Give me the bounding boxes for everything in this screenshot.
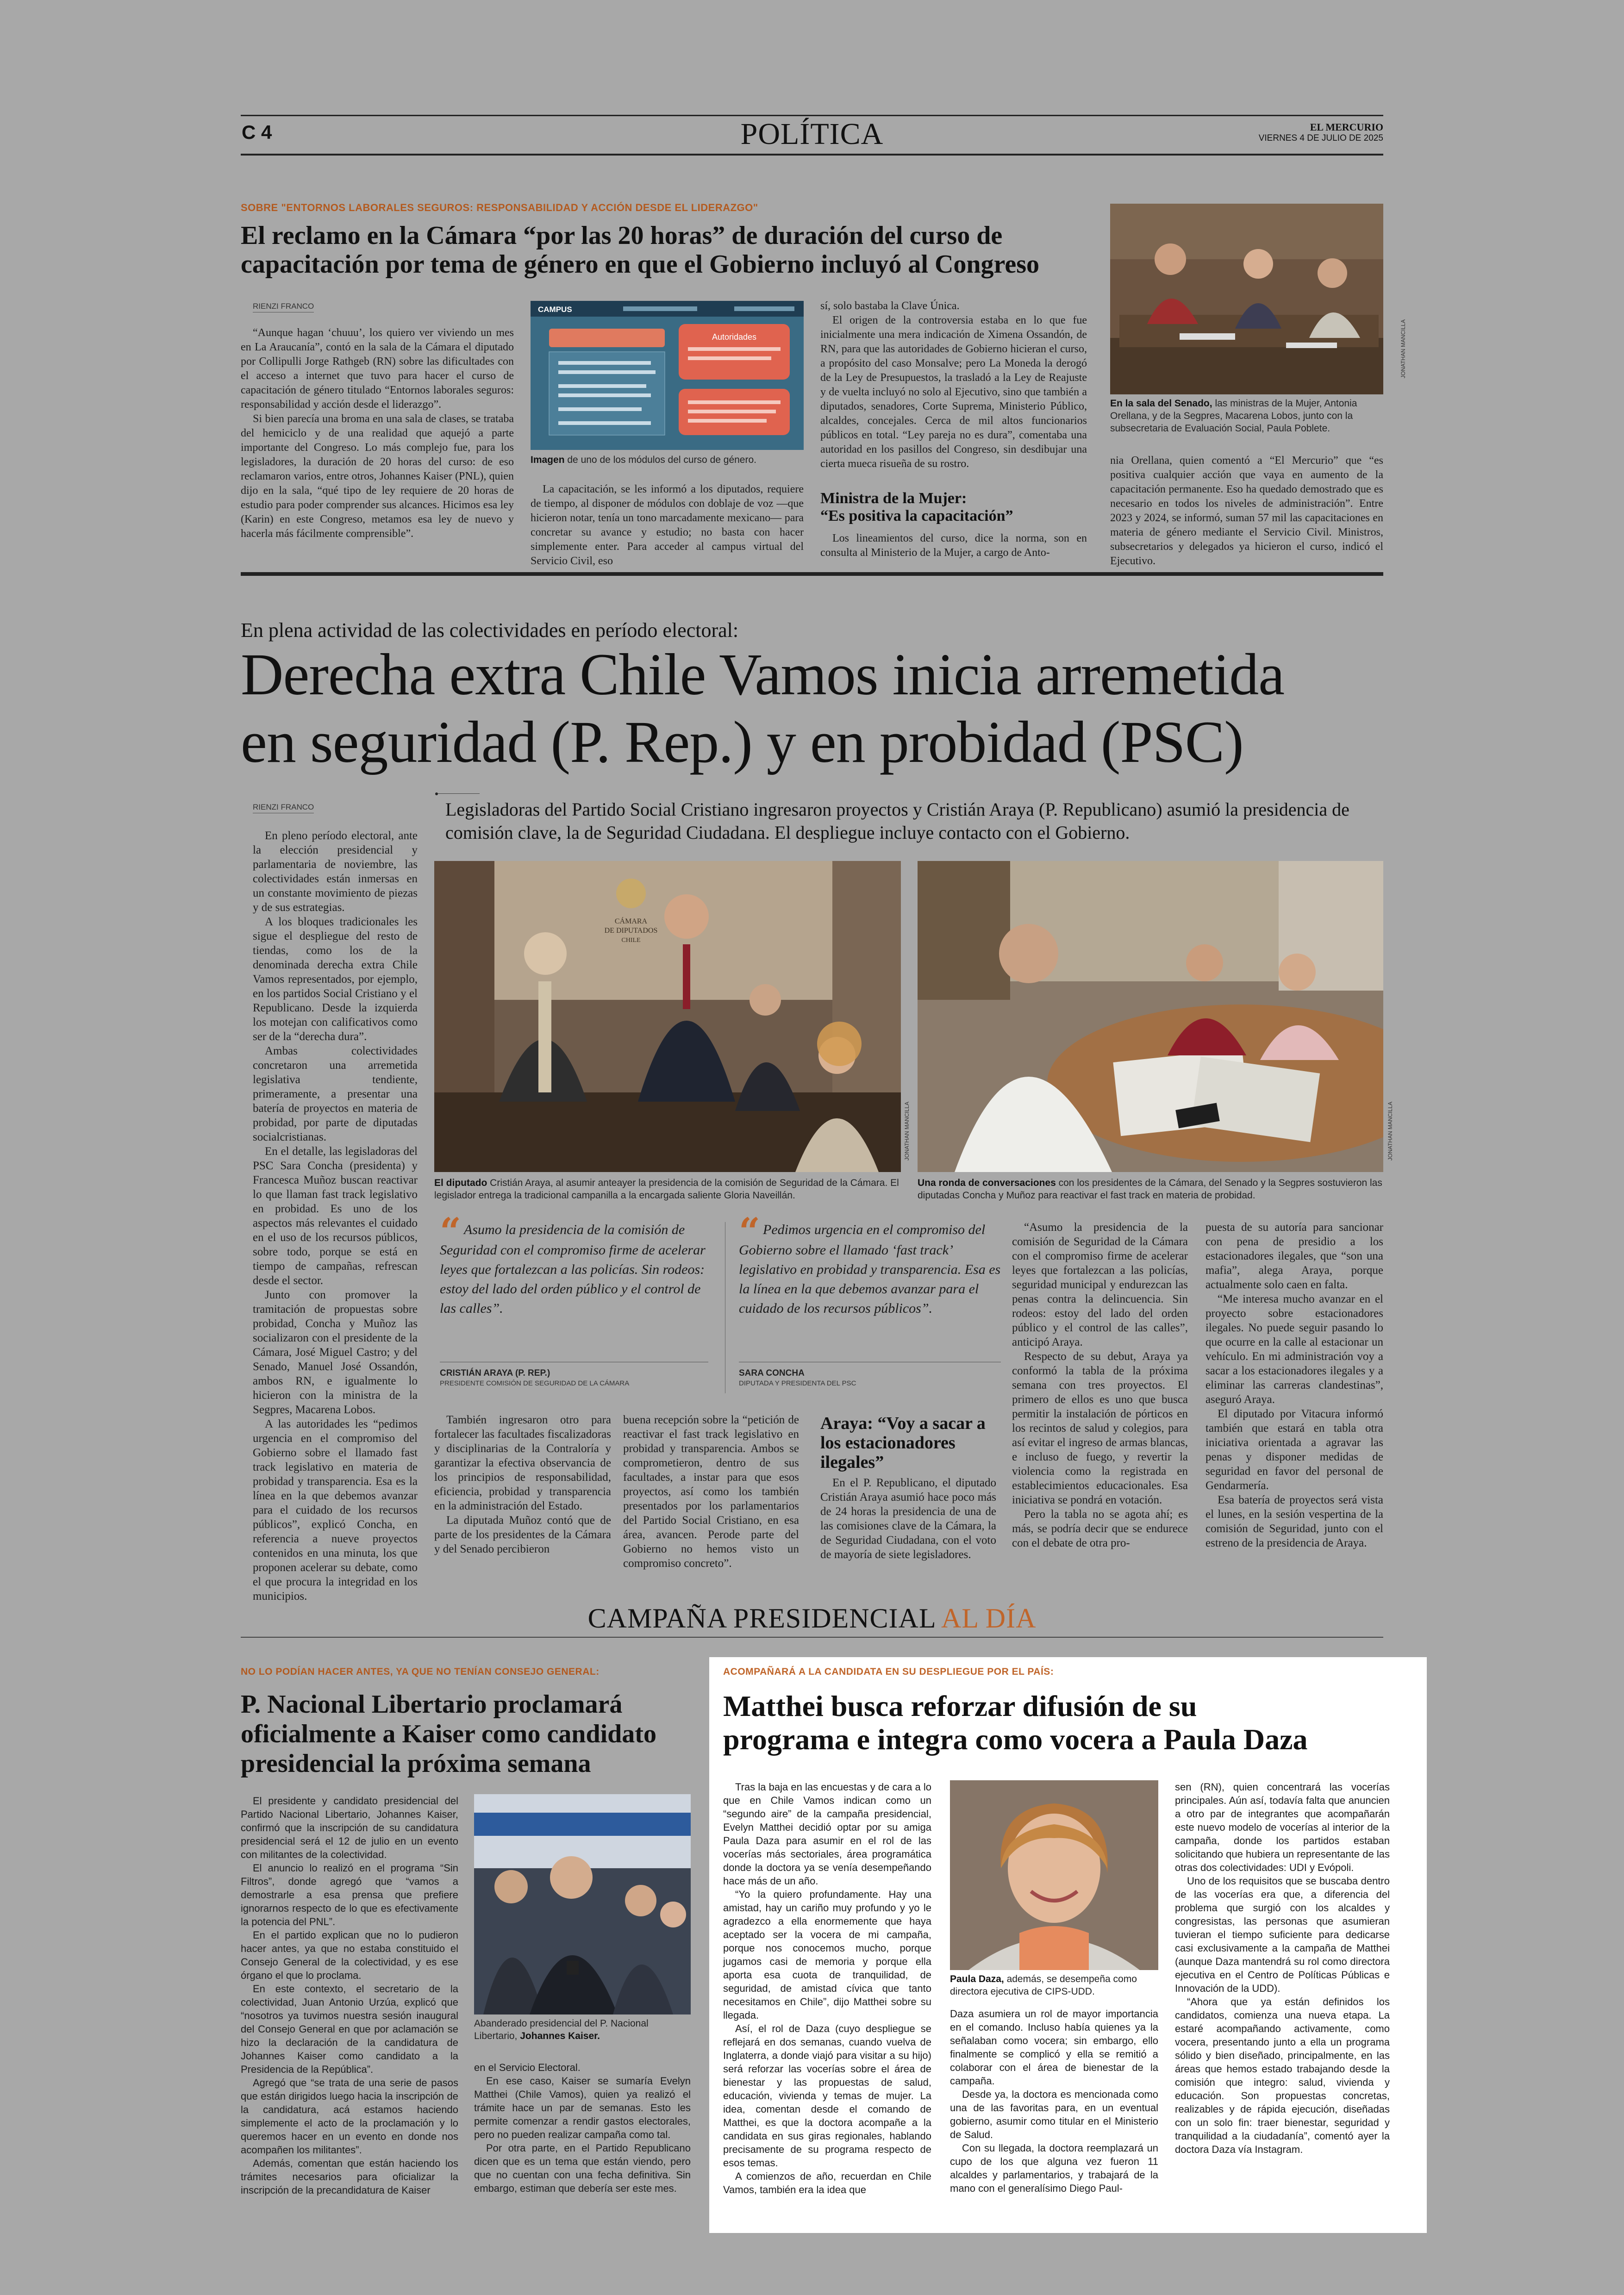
story3-col1-p2: El anuncio lo realizó en el programa “Sin Filtros”, donde agregó que “vamos a demostrarle a esa prensa que prefiere ignorarnos respecto de lo que es efectivamente la potencia del PNL”. [241,1862,458,1927]
story4-kicker: ACOMPAÑARÁ A LA CANDIDATA EN SU DESPLIEGUE POR EL PAÍS: [723,1666,1054,1677]
header-bottom-rule [241,154,1383,156]
story2-left-p4: En el detalle, las legisladoras del PSC Sara Concha (presidenta) y Francesca Muñoz buscan reactivar lo que llaman fast track legislativo en probidad. Es uno de los aspectos más relevantes el cuidado en el uso de los recursos públicos, sobre todo, porque se está en tiempo de campañas, refrescan desde el sector. [253,1145,418,1287]
story3-col1-p6: Además, comentan que están haciendo los trámites necesarios para oficializar la inscripción de la precandidatura de Kaiser [241,2158,458,2196]
campaign-title-main: CAMPAÑA PRESIDENCIAL [587,1603,936,1634]
story1-col2-p1: La capacitación, se les informó a los diputados, requiere de tiempo, al disponer de módulos con doblaje de voz —que hicieron notar, tenía un tono marcadamente mexicano— para concretar su avance y estudio; no basta con hacer simplemente enter. Para acceder al campus virtual del Servicio Civil, eso [531,483,804,567]
concha-quote-text: Pedimos urgencia en el compromiso del Gobierno sobre el llamado ‘fast track’ legislativo en probidad y transparencia. Esa es la línea en la que debemos avanzar para el cuidado de los recursos públicos”. [739,1222,1001,1316]
photo1-credit: JONATHAN MANCILLA [904,1102,910,1161]
story1-headline-line1: El reclamo en la Cámara “por las 20 horas” de duración del curso de [241,221,1003,250]
story1-photo-caption [1110,397,1383,435]
story3-col1-p1: El presidente y candidato presidencial del Partido Nacional Libertario, Johannes Kaiser, confirmó que la inscripción de su candidatura presidencial será el 12 de julio en un evento con militantes de la colectividad. [241,1795,458,1860]
section-title: POLÍTICA [740,117,884,151]
story1-subhead-line1: Ministra de la Mujer: [820,490,967,507]
story4-photo-caption-text: además, se desempeña como directora ejecutiva de CIPS-UDD. [950,1974,1137,1997]
story2-colA-p1: También ingresaron otro para fortalecer las facultades fiscalizadoras y disciplinarias de la Contraloría y garantizar la efectiva observancia de los principios de responsabilidad, eficiencia, probidad y transparencia en la administración del Estado. [434,1414,611,1512]
story2-headline [241,641,1380,776]
story2-left-p2: A los bloques tradicionales les sigue el despliegue del resto de tiendas, como los de la denominada derecha extra Chile Vamos representados, por ejemplo, en los partidos Social Cristiano y el Republicano. Desde la izquierda los motejan con calificativos como ser de la “derecha dura”. [253,916,418,1043]
story2-colE-p3: El diputado por Vitacura informó también que estará en tabla otra iniciativa orientada a agravar las penas y disponer medidas de seguridad en favor del personal de Gendarmería. [1206,1408,1383,1492]
story2-overline: En plena actividad de las colectividades en período electoral: [241,619,739,642]
concha-quote [739,1210,1001,1318]
story1-col1-p2: Si bien parecía una broma en una sala de clases, se trataba del hemiciclo y de una realidad que aquejó a parte importante del Congreso. Lo más complejo fue, para los legisladores, la duración de 20 horas del curso: de eso reclamaron varios, entre otros, Johannes Kaiser (PNL), quien dijo en la sala, “qué tipo de ley requiere de 20 horas de estudio para poder comprender sus alcances. Hicimos esa ley (Karin) en este Congreso, metamos esa ley de nuevo y hacerla más fácilmente comprensible”. [241,413,514,540]
story2-subhead-line3: ilegales” [820,1453,884,1472]
story4-col2 [950,2007,1158,2195]
story1-byline: RIENZI FRANCO [253,302,314,312]
story1-col2 [531,482,804,568]
story2-left-col [253,829,418,1603]
story4-photo-caption [950,1973,1158,1998]
story4-headline [723,1690,1408,1756]
story2-colC-p1: En el P. Republicano, el diputado Cristián Araya asumió hace poco más de 24 horas la presidencia de una de las comisiones clave de la Cámara, la de Seguridad Ciudadana, con el voto de mayoría de siete legisladores. [820,1477,996,1561]
story2-subhead-line2: los estacionadores [820,1433,956,1453]
story3-col1-p4: En este contexto, el secretario de la colectividad, Juan Antonio Urzúa, explicó que “nosotros ya tuvimos nuestra sesión inaugural del Consejo General en que por aclamación se hizo la declaración de la candidatura de Johannes Kaiser como candidato a la Presidencia de la República”. [241,1983,458,2075]
story3-col2 [474,2061,691,2195]
page-number: C 4 [242,121,272,143]
concha-quote-name: SARA CONCHA [739,1368,805,1378]
story1-photo-caption-lead: En la sala del Senado, [1110,398,1212,409]
story1-col1-p1: “Aunque hagan ‘chuuu’, los quiero ver viviendo un mes en La Araucanía”, contó en la sala de la Cámara el diputado por Collipulli Jorge Rathgeb (RN) sobre las dificultades con el acceso a internet que tuvo para hacer el curso de capacitación de género titulado “Entornos laborales seguros: responsabilidad y acción desde el liderazgo”. [241,327,514,411]
story2-subhead-line1: Araya: “Voy a sacar a [820,1414,986,1433]
araya-quote-text: Asumo la presidencia de la comisión de Seguridad con el compromiso firme de acelerar leyes que fortalezcan a las policías. Sin rodeos: estoy del lado del orden público y el control de las calles”. [440,1222,706,1316]
story2-left-p3: Ambas colectividades concretaron una arremetida legislativa tendiente, primeramente, a presentar una batería de proyectos en materia de probidad, por parte de diputadas socialcristianas. [253,1045,418,1143]
story4-col1 [723,1780,931,2196]
seal-line1: CÁMARA [614,917,648,925]
story2-left-p1: En pleno período electoral, ante la elección presidencial y parlamentaria de noviembre, las colectividades están inmersas en un constante movimiento de piezas y de sus estrategias. [253,829,418,914]
story3-col2-p3: Por otra parte, en el Partido Republicano dicen que es un tema que están viendo, pero que no cuentan con una fecha definitiva. Sin embargo, estiman que debería ser este mes. [474,2142,691,2194]
story3-photo-caption [474,2017,691,2042]
story1-subhead-line2: “Es positiva la capacitación” [820,507,1013,524]
header-top-rule [241,115,1383,116]
issue-date: VIERNES 4 DE JULIO DE 2025 [1258,133,1383,143]
story4-col1-p4: A comienzos de año, recuerdan en Chile Vamos, también era la idea que [723,2170,931,2195]
campaign-band-rule [241,1637,1383,1638]
story2-photo2-caption [918,1177,1383,1202]
story2-headline-line2: en seguridad (P. Rep.) y en probidad (PSC) [241,709,1243,775]
story1-col4 [1110,454,1383,568]
story2-subhead [820,1414,996,1472]
story4-headline-line2: programa e integra como vocera a Paula Daza [723,1723,1308,1756]
story2-left-p5: Junto con promover la tramitación de propuestas sobre probidad, Concha y Muñoz las socializaron con el presidente de la Cámara, José Miguel Castro; y del Senado, Manuel José Ossandón, ambos RN, e igualmente lo hicieron con la ministra de la Segpres, Macarena Lobos. [253,1289,418,1416]
story3-photo-caption-text: Abanderado presidencial del P. Nacional Libertario, [474,2018,649,2041]
campaign-band-title [241,1603,1383,1634]
story2-colB [623,1413,799,1571]
story4-col1-p2: “Yo la quiero profundamente. Hay una amistad, hay un cariño muy profundo y yo le agradezco a ella enormemente que haya aceptado ser la vocera de mi campaña, porque nos conocemos mucho, porque jugamos casi de memoria y porque ella aporta esa cuota de tranquilidad, de seguridad, de amistad cívica que tanto necesitamos en Chile”, dijo Matthei sobre su llegada. [723,1889,931,2021]
story3-photo-caption-name: Johannes Kaiser. [520,2031,600,2041]
story1-col3-p3: Los lineamientos del curso, dice la norma, son en consulta al Ministerio de la Mujer, a cargo de Anto- [820,532,1087,559]
story1-col3 [820,299,1087,471]
story2-headline-line1: Derecha extra Chile Vamos inicia arremetida [241,642,1285,707]
story1-headline-line2: capacitación por tema de género en que el Gobierno incluyó al Congreso [241,250,1040,279]
story1-col3-p1: sí, solo bastaba la Clave Única. [820,300,960,312]
story1-image-caption-text: de uno de los módulos del curso de género. [567,455,756,465]
story3-col2-p1: en el Servicio Electoral. [474,2062,581,2073]
screen-title: Autoridades [712,332,757,342]
story2-byline: RIENZI FRANCO [253,803,314,813]
quote-mark-icon: “ [440,1210,462,1253]
araya-quote-role: PRESIDENTE COMISIÓN DE SEGURIDAD DE LA CÁMARA [440,1379,630,1387]
story2-photo1-caption [434,1177,901,1202]
story2-deck: Legisladoras del Partido Social Cristiano ingresaron proyectos y Cristián Araya (P. Republicano) asumió la presidencia de comisión clave, la de Seguridad Ciudadana. El despliegue incluye contacto con el Gobierno. [445,799,1349,843]
deck-bullet-line [438,793,480,794]
story3-headline-line3: presidencial la próxima semana [241,1749,591,1778]
story1-col3-end [820,531,1087,560]
araya-quote [440,1210,708,1318]
concha-quote-role: DIPUTADA Y PRESIDENTA DEL PSC [739,1379,856,1387]
story2-photo1-caption-lead: El diputado [434,1178,487,1188]
story3-col1-p3: En el partido explican que no lo pudieron hacer antes, ya que no estaba constituido el Consejo General de la colectividad, y es ese órgano el que lo proclama. [241,1929,458,1981]
course-screenshot-image [531,301,804,450]
story2-colE [1206,1220,1383,1550]
story2-colC [820,1476,996,1562]
story2-colD-p3: Pero la tabla no se agota ahí; es más, se podría decir que se endurece con el debate de otra pro- [1012,1508,1188,1549]
story2-photo1-caption-text: Cristián Araya, al asumir anteayer la presidencia de la comisión de Seguridad de la Cámara. El legislador entrega la tradicional campanilla a la encargada saliente Gloria Naveillán. [434,1178,899,1201]
story1-subhead [820,490,1087,525]
araya-chamber-photo [434,861,901,1172]
story4-col1-p1: Tras la baja en las encuestas y de cara a lo que en Chile Vamos indican como un “segundo aire” de la campaña presidencial, Evelyn Matthei decidió optar por su amiga Paula Daza para asumir en el rol de las vocerías más sectoriales, área programática donde la doctora ya se venía desempeñando hace más de un año. [723,1781,931,1887]
story3-col1-p5: Agregó que “se trata de una serie de pasos que están dirigidos luego hacia la inscripción de la candidatura, acá estamos haciendo simplemente el acto de la proclamación y lo queremos hacer en un evento en donde nos acompañen los militantes”. [241,2077,458,2156]
story1-col3-p2: El origen de la controversia estaba en lo que fue inicialmente una mera indicación de Ximena Ossandón, de RN, para que las autoridades de Gobierno hicieran el curso, a propósito del caso Monsalve; pero La Moneda la derogó de la Ley de Presupuestos, la trasladó a la Ley de Reajuste y de vuelta incluyó no solo al Ejecutivo, sino que también a diputados, senadores, Corte Suprema, Ministerio Público, alcaldes, concejales. Cerca de mil altos funcionarios públicos en total. “Ley pareja no es dura”, comentaba una autoridad en los pasillos del Congreso, sin desdibujar una cierta mueca risueña de su rostro. [820,314,1087,470]
story2-colA [434,1413,611,1556]
meeting-round-photo [918,861,1383,1172]
story3-kicker: NO LO PODÍAN HACER ANTES, YA QUE NO TENÍAN CONSEJO GENERAL: [241,1666,600,1677]
newspaper-name: EL MERCURIO [1310,121,1383,133]
story1-image-caption [531,454,804,466]
story2-colE-p4: Esa batería de proyectos será vista el lunes, en la sesión vespertina de la comisión de Seguridad, junto con el estreno de la presidencia de Araya. [1206,1494,1383,1549]
story3-headline-line1: P. Nacional Libertario proclamará [241,1690,623,1719]
story4-photo-caption-name: Paula Daza, [950,1974,1004,1984]
story1-photo-caption-text: las ministras de la Mujer, Antonia Orellana, y de la Segpres, Macarena Lobos, junto con la subsecretaria de Evaluación Social, Paula Poblete. [1110,398,1357,434]
story4-col3-p3: “Ahora que ya están definidos los candidatos, comienza una nueva etapa. La estaré acompañando activamente, como vocera, presentando junto a ella un programa sólido y bien diseñado, principalmente, en las áreas que hemos estado trabajando desde la comisión que integro: salud, vivienda y educación. Son propuestas concretas, realizables y de rápida ejecución, diseñadas con un solo fin: traer bienestar, seguridad y tranquilidad a la ciudadanía”, comentó ayer la doctora Daza vía Instagram. [1175,1996,1390,2155]
story4-col1-p3: Así, el rol de Daza (cuyo despliegue se reflejará en dos semanas, cuando vuelva de Inglaterra, a donde viajó para visitar a su hijo) será reforzar las vocerías sobre el área de bienestar y las propuestas de salud, educación, vivienda y temas de mujer. La idea, comentan desde el comando de Matthei, es que la doctora acompañe a la candidata en sus giras regionales, hablando precisamente de su programa respecto de esos temas. [723,2023,931,2169]
seal-line3: CHILE [621,937,641,944]
photo2-credit: JONATHAN MANCILLA [1387,1102,1393,1161]
kaiser-photo [474,1794,691,2014]
story3-col2-p2: En ese caso, Kaiser se sumaría Evelyn Matthei (Chile Vamos), quien ya realizó el trámite hace un par de semanas. Esto les permite comenzar a rendir gastos electorales, pero no pueden realizar campaña como tal. [474,2075,691,2140]
deck-bullet [435,792,438,795]
story2-colA-p2: La diputada Muñoz contó que de parte de los presidentes de la Cámara y del Senado percibieron [434,1514,611,1555]
story1-bottom-rule [241,572,1383,576]
story4-col3-p2: Uno de los requisitos que se buscaba dentro de las vocerías era que, a diferencia del problema que surgió con los alcaldes y congresistas, las personas que asumieran tuvieran el tiempo suficiente para dedicarse casi exclusivamente a la campaña de Matthei (aunque Daza mantendrá su rol como directora ejecutiva en el Centro de Políticas Públicas e Innovación de la UDD). [1175,1875,1390,1994]
story1-col1 [241,326,514,541]
story1-photo-credit: JONATHAN MANCILLA [1400,319,1406,379]
story2-colE-p1: puesta de su autoría para sancionar con pena de presidio a los estacionadores ilegales, que “son una mafia”, alega Araya, porque actualmente solo caen en falta. [1206,1221,1383,1291]
story3-headline [241,1690,704,1778]
story2-left-p6: A las autoridades les “pedimos urgencia en el compromiso del Gobierno sobre el llamado fast track legislativo en materia de probidad y transparencia. Esa es la línea en la que debemos avanzar para el cuidado de los recursos públicos”, explicó Concha, en referencia a nueve proyectos contenidos en una minuta, los que proponen acelerar su debate, como el que procura la integridad en los municipios. [253,1418,418,1603]
story2-colB-p1: buena recepción sobre la “petición de reactivar el fast track legislativo en probidad y transparencia. Ambos se comprometieron, dentro de sus facultades, a instar para que esos proyectos, así como los también presentados por los parlamentarios del Partido Social Cristiano, en esa área, avancen. Perode parte del Gobierno no hemos visto un compromiso concreto”. [623,1414,799,1570]
story2-colD-p2: Respecto de su debut, Araya ya conformó la tabla de la próxima semana con tres proyectos. El primero de ellos es uno que busca permitir la instalación de pórticos en los recintos de salud y colegios, para así evitar el ingreso de armas blancas, e incluso de fuego, y revertir la violencia como la registrada en establecimientos educacionales. Esa iniciativa se pondrá en votación. [1012,1350,1188,1506]
seal-line2: DE DIPUTADOS [604,927,658,935]
senate-ministers-photo [1110,204,1383,394]
story4-headline-line1: Matthei busca reforzar difusión de su [723,1690,1197,1722]
story1-kicker: SOBRE "ENTORNOS LABORALES SEGUROS: RESPONSABILIDAD Y ACCIÓN DESDE EL LIDERAZGO" [241,202,758,213]
story4-col3 [1175,1780,1390,2156]
story2-photo2-caption-text: con los presidentes de la Cámara, del Senado y la Segpres sostuvieron las diputadas Concha y Muñoz para reactivar el fast track en materia de probidad. [918,1178,1382,1201]
story4-col2-p3: Con su llegada, la doctora reemplazará un cupo de los que alguna vez fueron 11 alcaldes y parlamentarios, y trabajará de la mano con el generalísimo Diego Paul- [950,2142,1158,2194]
story2-colD [1012,1220,1188,1550]
campus-brand: CAMPUS [538,305,572,314]
paula-daza-photo [950,1780,1158,1970]
story2-colD-p1: “Asumo la presidencia de la comisión de Seguridad de la Cámara con el compromiso firme de acelerar leyes que fortalezcan a las policías, seguridad municipal y endurezcan las penas contra la delincuencia. Sin rodeos: estoy del lado del orden público y el control de las calles”, anticipó Araya. [1012,1221,1188,1348]
story4-col2-p1: Daza asumiera un rol de mayor importancia en el comando. Incluso había quienes ya la señalaban como vocera; sin embargo, ello finalmente se complicó y ella se remitió a colaborar con el área de bienestar de la campaña. [950,2008,1158,2087]
story4-col3-p1: sen (RN), quien concentrará las vocerías principales. Aún así, todavía falta que anuncien a otro par de integrantes que acompañarán este nuevo modelo de vocerías al interior de la campaña, donde los partidos estaban solicitando que hubiera un representante de las otras dos colectividades: UDI y Evópoli. [1175,1781,1390,1873]
story4-col2-p2: Desde ya, la doctora es mencionada como una de las favoritas para, en un eventual gobierno, asumir como titular en el Ministerio de Salud. [950,2089,1158,2140]
story2-colE-p2: “Me interesa mucho avanzar en el proyecto sobre estacionadores ilegales. No puede seguir pasando lo que ocurre en la calle al estacionar un vehículo. En mi administración voy a sacar a los estacionadores ilegales y a eliminar las carreras clandestinas”, aseguró Araya. [1206,1293,1383,1406]
quote-mark-icon: “ [739,1210,761,1253]
story2-photo2-caption-lead: Una ronda de conversaciones [918,1178,1056,1188]
story3-headline-line2: oficialmente a Kaiser como candidato [241,1720,656,1748]
story1-col4-p1: nia Orellana, quien comentó a “El Mercurio” que “es positiva cualquier acción que vaya en aumento de la capacitación permanente. Eso ha quedado demostrado que es necesario en todos los niveles de administración”. Entre 2023 y 2024, se informó, suman 57 mil las capacitaciones en materia de género mediante el Servicio Civil. Ministros, subsecretarios y delegados ya hicieron el curso, indicó el Ejecutivo. [1110,455,1383,567]
araya-quote-name: CRISTIÁN ARAYA (P. REP.) [440,1368,550,1378]
campaign-title-accent: AL DÍA [941,1603,1037,1634]
story1-image-caption-lead: Imagen [531,455,565,465]
story1-headline [241,221,1120,279]
story3-col1 [241,1794,458,2197]
